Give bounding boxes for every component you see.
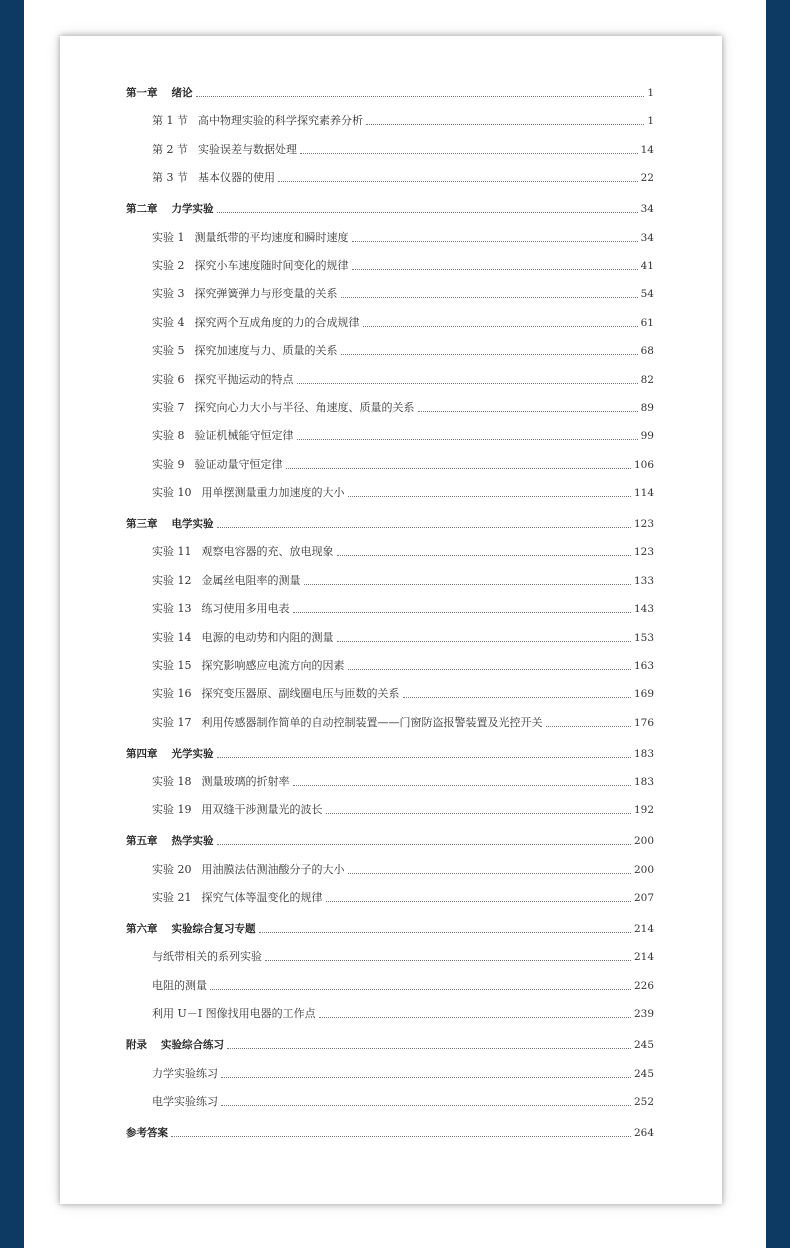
toc-chapter[interactable] (126, 200, 654, 218)
toc-page-number: 183 (633, 748, 654, 760)
dot-leader (403, 696, 631, 698)
toc-title: 探究小车速度随时间变化的规律 (194, 259, 349, 272)
toc-number: 第五章 (126, 835, 158, 847)
toc-label (126, 832, 214, 850)
toc-title: 练习使用多用电表 (201, 602, 290, 615)
toc-title: 力学实验 (171, 203, 214, 215)
toc-label (126, 1036, 224, 1054)
toc-label (152, 657, 345, 675)
toc-page-number: 200 (633, 835, 654, 847)
dot-leader (348, 872, 631, 874)
dot-leader (352, 268, 638, 270)
toc-label (152, 1005, 316, 1023)
dot-leader (221, 1076, 631, 1078)
toc-entry[interactable] (152, 427, 654, 445)
toc-label (152, 112, 363, 130)
toc-page-number: 153 (633, 632, 654, 644)
toc-entry[interactable] (152, 1005, 654, 1023)
toc-title: 热学实验 (171, 835, 214, 847)
toc-entry[interactable] (152, 285, 654, 303)
toc-title: 高中物理实验的科学探究素养分析 (198, 114, 363, 127)
toc-label (152, 257, 349, 275)
toc-page-number: 1 (647, 115, 654, 127)
dot-leader (227, 1047, 631, 1049)
toc-label (152, 861, 345, 879)
toc-number: 附录 (126, 1039, 147, 1051)
toc-entry[interactable] (152, 257, 654, 275)
toc-chapter[interactable] (126, 920, 654, 938)
toc-entry[interactable] (152, 371, 654, 389)
toc-number: 实验 12 (152, 574, 192, 587)
toc-label (152, 977, 207, 995)
toc-title: 利用 U－I 图像找用电器的工作点 (152, 1007, 316, 1020)
dot-leader (304, 583, 631, 585)
dot-leader (265, 959, 631, 961)
toc-page-number: 82 (640, 374, 654, 386)
toc-number: 实验 1 (152, 231, 185, 244)
toc-chapter[interactable] (126, 84, 654, 102)
toc-page-number: 34 (640, 203, 654, 215)
toc-number: 实验 21 (152, 891, 192, 904)
toc-page-number: 183 (633, 776, 654, 788)
toc-title: 用油膜法估测油酸分子的大小 (201, 863, 345, 876)
toc-page-number: 207 (633, 892, 654, 904)
dot-leader (210, 988, 631, 990)
toc-page-number: 22 (640, 172, 654, 184)
toc-page-number: 34 (640, 232, 654, 244)
toc-number: 实验 2 (152, 259, 185, 272)
toc-page-number: 264 (633, 1127, 654, 1139)
toc-label (126, 515, 214, 533)
toc-title: 实验综合练习 (161, 1039, 224, 1051)
toc-page-number: 41 (640, 260, 654, 272)
dot-leader (300, 152, 638, 154)
toc-number: 实验 7 (152, 401, 185, 414)
toc-label (126, 1124, 168, 1142)
toc-number: 实验 5 (152, 344, 185, 357)
dot-leader (363, 325, 638, 327)
toc-page-number: 1 (647, 87, 654, 99)
toc-page-number: 169 (633, 688, 654, 700)
dot-leader (196, 95, 645, 97)
toc-label (152, 685, 400, 703)
toc-page-number: 133 (633, 575, 654, 587)
dot-leader (297, 382, 638, 384)
toc-title: 绪论 (171, 87, 193, 99)
dot-leader (293, 784, 631, 786)
dot-leader (297, 438, 638, 440)
toc-label (126, 745, 214, 763)
dot-leader (259, 931, 631, 933)
toc-page-number: 214 (633, 951, 654, 963)
dot-leader (286, 467, 631, 469)
toc-label (152, 427, 294, 445)
toc-title: 利用传感器制作简单的自动控制装置——门窗防盗报警装置及光控开关 (201, 716, 543, 729)
toc-number: 实验 6 (152, 373, 185, 386)
toc-title: 探究变压器原、副线圈电压与匝数的关系 (201, 687, 400, 700)
dot-leader (337, 554, 631, 556)
toc-label (152, 399, 415, 417)
toc-label (152, 889, 323, 907)
toc-entry[interactable] (152, 572, 654, 590)
toc-label (152, 285, 338, 303)
toc-number: 第 3 节 (152, 171, 188, 184)
dot-leader (352, 240, 638, 242)
toc-number: 第 1 节 (152, 114, 188, 127)
toc-entry[interactable] (152, 600, 654, 618)
toc-title: 金属丝电阻率的测量 (201, 574, 301, 587)
toc-title: 参考答案 (126, 1127, 168, 1139)
dot-leader (217, 211, 638, 213)
table-of-contents (60, 36, 722, 1204)
toc-title: 电学实验练习 (152, 1095, 218, 1108)
toc-number: 实验 10 (152, 486, 192, 499)
toc-label (152, 1093, 218, 1111)
toc-title: 探究加速度与力、质量的关系 (194, 344, 338, 357)
dot-leader (293, 611, 631, 613)
dot-leader (278, 180, 638, 182)
toc-number: 实验 17 (152, 716, 192, 729)
toc-title: 探究气体等温变化的规律 (201, 891, 323, 904)
dot-leader (341, 296, 638, 298)
toc-label (152, 948, 262, 966)
toc-label (152, 342, 338, 360)
toc-chapter[interactable] (126, 832, 654, 850)
toc-title: 实验误差与数据处理 (198, 143, 297, 156)
toc-number: 实验 15 (152, 659, 192, 672)
toc-title: 观察电容器的充、放电现象 (201, 545, 334, 558)
toc-label (152, 773, 290, 791)
toc-entry[interactable] (152, 773, 654, 791)
dot-leader (348, 495, 631, 497)
toc-entry[interactable] (152, 861, 654, 879)
document-page (60, 36, 722, 1204)
toc-chapter[interactable] (126, 745, 654, 763)
toc-entry[interactable] (152, 456, 654, 474)
right-border (766, 0, 790, 1248)
toc-page-number: 123 (633, 546, 654, 558)
dot-leader (341, 353, 638, 355)
toc-title: 探究两个互成角度的力的合成规律 (194, 316, 360, 329)
toc-entry[interactable] (152, 342, 654, 360)
left-border (0, 0, 24, 1248)
dot-leader (326, 812, 631, 814)
dot-leader (221, 1104, 631, 1106)
toc-entry[interactable] (152, 948, 654, 966)
toc-title: 用单摆测量重力加速度的大小 (201, 486, 345, 499)
dot-leader (366, 123, 644, 125)
toc-entry[interactable] (152, 141, 654, 159)
toc-entry[interactable] (152, 399, 654, 417)
toc-title: 光学实验 (171, 748, 214, 760)
toc-title: 探究向心力大小与半径、角速度、质量的关系 (194, 401, 415, 414)
dot-leader (171, 1135, 631, 1137)
toc-label (152, 484, 345, 502)
toc-entry[interactable] (152, 889, 654, 907)
toc-page-number: 143 (633, 603, 654, 615)
dot-leader (337, 640, 631, 642)
toc-title: 测量纸带的平均速度和瞬时速度 (194, 231, 349, 244)
toc-number: 实验 19 (152, 803, 192, 816)
dot-leader (546, 725, 631, 727)
toc-entry[interactable] (152, 112, 654, 130)
toc-label (152, 314, 360, 332)
toc-label (152, 169, 275, 187)
toc-title: 电源的电动势和内阻的测量 (201, 631, 334, 644)
dot-leader (217, 526, 631, 528)
toc-title: 探究平抛运动的特点 (194, 373, 294, 386)
toc-number: 实验 11 (152, 545, 192, 558)
dot-leader (326, 900, 631, 902)
toc-label (152, 456, 283, 474)
toc-title: 基本仪器的使用 (198, 171, 275, 184)
toc-title: 验证机械能守恒定律 (194, 429, 294, 442)
toc-label (152, 141, 297, 159)
toc-page-number: 252 (633, 1096, 654, 1108)
toc-title: 用双缝干涉测量光的波长 (201, 803, 323, 816)
toc-entry[interactable] (152, 657, 654, 675)
toc-number: 第 2 节 (152, 143, 188, 156)
toc-number: 实验 9 (152, 458, 185, 471)
toc-entry[interactable] (152, 801, 654, 819)
toc-title: 实验综合复习专题 (171, 923, 256, 935)
dot-leader (348, 668, 631, 670)
toc-chapter[interactable] (126, 1036, 654, 1054)
toc-entry[interactable] (152, 1093, 654, 1111)
dot-leader (217, 756, 631, 758)
toc-title: 电阻的测量 (152, 979, 207, 992)
toc-chapter[interactable] (126, 1124, 654, 1142)
toc-title: 测量玻璃的折射率 (201, 775, 290, 788)
toc-entry[interactable] (152, 169, 654, 187)
toc-label (152, 714, 543, 732)
toc-number: 第二章 (126, 203, 158, 215)
toc-entry[interactable] (152, 1065, 654, 1083)
toc-label (152, 371, 294, 389)
toc-title: 验证动量守恒定律 (194, 458, 283, 471)
toc-title: 与纸带相关的系列实验 (152, 950, 262, 963)
toc-entry[interactable] (152, 714, 654, 732)
toc-label (152, 1065, 218, 1083)
toc-entry[interactable] (152, 629, 654, 647)
toc-page-number: 106 (633, 459, 654, 471)
toc-page-number: 54 (640, 288, 654, 300)
toc-chapter[interactable] (126, 515, 654, 533)
toc-label (152, 629, 334, 647)
toc-entry[interactable] (152, 314, 654, 332)
toc-page-number: 192 (633, 804, 654, 816)
toc-page-number: 89 (640, 402, 654, 414)
toc-title: 电学实验 (171, 518, 214, 530)
toc-page-number: 163 (633, 660, 654, 672)
toc-number: 实验 8 (152, 429, 185, 442)
toc-number: 第一章 (126, 87, 158, 99)
toc-number: 实验 18 (152, 775, 192, 788)
dot-leader (217, 843, 631, 845)
toc-entry[interactable] (152, 685, 654, 703)
toc-label (152, 543, 334, 561)
toc-entry[interactable] (152, 229, 654, 247)
toc-number: 实验 16 (152, 687, 192, 700)
toc-number: 第四章 (126, 748, 158, 760)
toc-label (126, 200, 214, 218)
toc-page-number: 239 (633, 1008, 654, 1020)
toc-page-number: 245 (633, 1039, 654, 1051)
toc-page-number: 245 (633, 1068, 654, 1080)
toc-label (126, 84, 193, 102)
toc-entry[interactable] (152, 484, 654, 502)
toc-entry[interactable] (152, 543, 654, 561)
toc-page-number: 214 (633, 923, 654, 935)
toc-title: 探究影响感应电流方向的因素 (201, 659, 345, 672)
toc-number: 第三章 (126, 518, 158, 530)
toc-page-number: 123 (633, 518, 654, 530)
toc-label (152, 600, 290, 618)
toc-page-number: 114 (633, 487, 654, 499)
toc-title: 力学实验练习 (152, 1067, 218, 1080)
toc-entry[interactable] (152, 977, 654, 995)
toc-page-number: 176 (633, 717, 654, 729)
toc-number: 实验 3 (152, 287, 185, 300)
toc-number: 第六章 (126, 923, 158, 935)
toc-page-number: 14 (640, 144, 654, 156)
dot-leader (418, 410, 638, 412)
toc-number: 实验 4 (152, 316, 185, 329)
toc-page-number: 61 (640, 317, 654, 329)
toc-number: 实验 14 (152, 631, 192, 644)
toc-page-number: 68 (640, 345, 654, 357)
toc-page-number: 226 (633, 980, 654, 992)
toc-label (152, 229, 349, 247)
dot-leader (319, 1016, 631, 1018)
toc-label (152, 572, 301, 590)
toc-page-number: 99 (640, 430, 654, 442)
toc-page-number: 200 (633, 864, 654, 876)
toc-label (152, 801, 323, 819)
toc-label (126, 920, 256, 938)
toc-title: 探究弹簧弹力与形变量的关系 (194, 287, 338, 300)
toc-number: 实验 13 (152, 602, 192, 615)
toc-number: 实验 20 (152, 863, 192, 876)
